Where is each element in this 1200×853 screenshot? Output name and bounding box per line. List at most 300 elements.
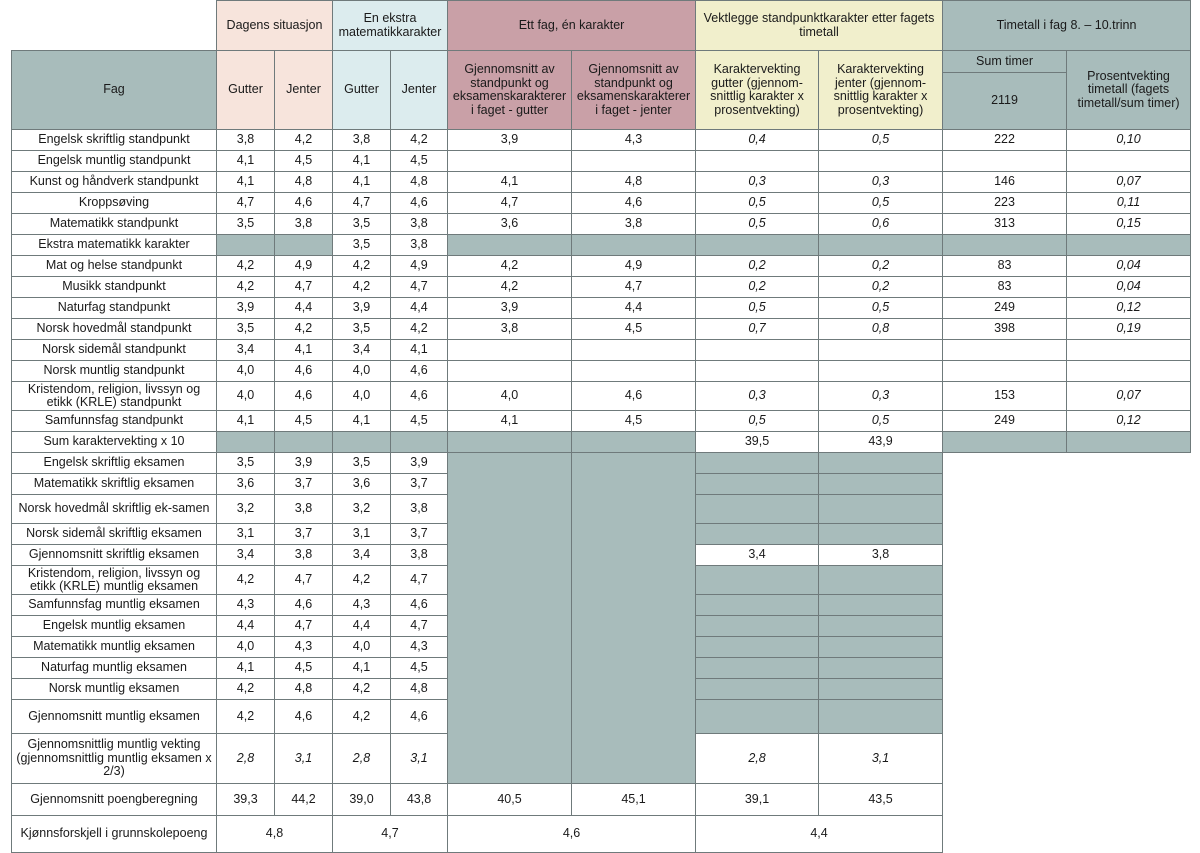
table-cell: 3,8	[391, 545, 448, 566]
row-label: Samfunnsfag standpunkt	[12, 411, 217, 432]
table-row	[12, 298, 1191, 319]
table-cell	[696, 361, 819, 382]
table-cell: 4,4	[391, 298, 448, 319]
table-cell	[572, 235, 696, 256]
col-prosentvekting: Prosentvekting timetall (fagets timetall/sum timer)	[1067, 51, 1191, 130]
table-row	[12, 411, 1191, 432]
table-cell: 4,0	[217, 637, 275, 658]
table-cell: 4,0	[217, 361, 275, 382]
table-cell: 249	[943, 298, 1067, 319]
table-cell: 3,1	[275, 734, 333, 784]
table-cell: 0,07	[1067, 172, 1191, 193]
table-cell: 4,6	[275, 361, 333, 382]
table-cell: 4,7	[275, 566, 333, 595]
table-cell: 0,5	[819, 193, 943, 214]
table-cell: 3,4	[217, 545, 275, 566]
table-cell: 3,5	[217, 453, 275, 474]
table-cell: 3,2	[217, 495, 275, 524]
table-cell: 4,0	[333, 382, 391, 411]
row-label: Sum karaktervekting x 10	[12, 432, 217, 453]
table-cell: 3,8	[391, 495, 448, 524]
sum-timer-value: 2119	[943, 73, 1067, 130]
table-cell: 3,8	[275, 495, 333, 524]
table-cell: 3,1	[819, 734, 943, 784]
table-cell: 4,2	[333, 256, 391, 277]
table-cell	[696, 474, 819, 495]
table-cell: 4,3	[217, 595, 275, 616]
table-cell	[696, 453, 819, 474]
group-dagens-situasjon: Dagens situasjon	[217, 1, 333, 51]
table-cell	[333, 432, 391, 453]
col-vek-gutter: Karaktervekting gutter (gjennom-snittlig karakter x prosentvekting)	[696, 51, 819, 130]
table-cell: 0,10	[1067, 130, 1191, 151]
table-cell	[448, 432, 572, 453]
row-label: Gjennomsnittlig muntlig vekting (gjennomsnittlig muntlig eksamen x 2/3)	[12, 734, 217, 784]
table-cell: 4,7	[217, 193, 275, 214]
row-label: Naturfag standpunkt	[12, 298, 217, 319]
table-cell: 4,1	[217, 658, 275, 679]
table-cell: 3,8	[819, 545, 943, 566]
table-cell: 4,7	[333, 193, 391, 214]
table-cell: 3,1	[217, 524, 275, 545]
table-cell	[391, 432, 448, 453]
gender-gap-vektlegge: 4,4	[696, 816, 943, 853]
table-cell: 0,5	[819, 411, 943, 432]
table-row	[12, 432, 1191, 453]
table-body	[12, 130, 1191, 853]
table-cell: 146	[943, 172, 1067, 193]
row-label: Norsk muntlig eksamen	[12, 679, 217, 700]
row-label: Kunst og håndverk standpunkt	[12, 172, 217, 193]
row-label: Norsk hovedmål skriftlig ek-samen	[12, 495, 217, 524]
table-cell: 4,4	[275, 298, 333, 319]
table-row	[12, 235, 1191, 256]
table-cell: 3,4	[217, 340, 275, 361]
table-cell: 0,4	[696, 130, 819, 151]
table-cell: 4,4	[217, 616, 275, 637]
group-ett-fag: Ett fag, én karakter	[448, 1, 696, 51]
table-cell: 3,5	[333, 214, 391, 235]
table-cell: 3,5	[217, 319, 275, 340]
table-cell	[696, 595, 819, 616]
table-cell	[275, 235, 333, 256]
table-row	[12, 319, 1191, 340]
table-cell	[819, 616, 943, 637]
table-cell: 4,1	[217, 172, 275, 193]
table-cell: 4,8	[391, 679, 448, 700]
table-cell: 4,9	[572, 256, 696, 277]
table-cell: 3,8	[275, 545, 333, 566]
table-cell: 2,8	[333, 734, 391, 784]
row-label: Kjønnsforskjell i grunnskolepoeng	[12, 816, 217, 853]
row-label: Gjennomsnitt poengberegning	[12, 784, 217, 816]
table-cell: 39,1	[696, 784, 819, 816]
table-cell: 3,7	[391, 474, 448, 495]
table-cell: 39,3	[217, 784, 275, 816]
table-cell: 3,4	[696, 545, 819, 566]
row-label: Matematikk muntlig eksamen	[12, 637, 217, 658]
table-cell: 4,6	[391, 595, 448, 616]
gray-block	[448, 453, 572, 784]
gender-gap-dagens: 4,8	[217, 816, 333, 853]
table-cell: 4,5	[391, 411, 448, 432]
table-cell: 3,9	[448, 130, 572, 151]
table-cell: 0,3	[696, 172, 819, 193]
table-cell: 0,2	[819, 277, 943, 298]
table-cell	[448, 235, 572, 256]
table-cell: 4,9	[275, 256, 333, 277]
table-cell: 4,3	[391, 637, 448, 658]
table-cell: 0,2	[696, 277, 819, 298]
table-cell: 3,9	[333, 298, 391, 319]
table-cell: 4,2	[448, 277, 572, 298]
row-label: Norsk hovedmål standpunkt	[12, 319, 217, 340]
table-cell: 4,5	[275, 151, 333, 172]
table-cell: 3,6	[333, 474, 391, 495]
table-cell: 3,8	[448, 319, 572, 340]
table-cell: 3,9	[217, 298, 275, 319]
row-label: Gjennomsnitt muntlig eksamen	[12, 700, 217, 734]
table-cell: 3,7	[391, 524, 448, 545]
table-cell: 83	[943, 277, 1067, 298]
table-cell	[1067, 235, 1191, 256]
table-cell: 3,8	[217, 130, 275, 151]
table-cell	[217, 432, 275, 453]
col-dagens-gutter: Gutter	[217, 51, 275, 130]
table-cell: 4,8	[275, 679, 333, 700]
table-cell: 4,6	[275, 382, 333, 411]
table-cell: 3,4	[333, 545, 391, 566]
table-cell: 4,7	[391, 616, 448, 637]
col-ekstra-gutter: Gutter	[333, 51, 391, 130]
table-cell: 0,07	[1067, 382, 1191, 411]
row-label: Norsk muntlig standpunkt	[12, 361, 217, 382]
table-cell: 0,04	[1067, 256, 1191, 277]
row-label: Kristendom, religion, livssyn og etikk (KRLE) muntlig eksamen	[12, 566, 217, 595]
table-cell	[572, 432, 696, 453]
row-label: Matematikk standpunkt	[12, 214, 217, 235]
table-cell: 2,8	[696, 734, 819, 784]
table-cell: 4,1	[448, 411, 572, 432]
table-cell	[819, 474, 943, 495]
table-cell: 4,1	[448, 172, 572, 193]
table-cell	[819, 637, 943, 658]
table-cell: 3,7	[275, 524, 333, 545]
table-cell	[217, 235, 275, 256]
table-cell: 0,04	[1067, 277, 1191, 298]
table-cell: 4,7	[448, 193, 572, 214]
table-cell: 0,5	[819, 298, 943, 319]
table-cell: 4,2	[333, 679, 391, 700]
table-cell	[819, 595, 943, 616]
table-cell	[1067, 151, 1191, 172]
gender-gap-ett-fag: 4,6	[448, 816, 696, 853]
col-vek-jenter: Karaktervekting jenter (gjennom-snittlig karakter x prosentvekting)	[819, 51, 943, 130]
row-label: Kroppsøving	[12, 193, 217, 214]
header-blank	[12, 1, 217, 51]
table-cell	[448, 340, 572, 361]
table-cell	[819, 361, 943, 382]
table-cell: 3,5	[217, 214, 275, 235]
table-cell: 4,1	[217, 411, 275, 432]
table-cell: 4,7	[275, 277, 333, 298]
table-cell	[696, 637, 819, 658]
table-cell	[1067, 340, 1191, 361]
table-cell: 4,2	[448, 256, 572, 277]
table-cell	[572, 340, 696, 361]
table-cell: 222	[943, 130, 1067, 151]
table-cell: 43,9	[819, 432, 943, 453]
table-cell: 153	[943, 382, 1067, 411]
table-cell: 4,7	[391, 277, 448, 298]
table-cell: 4,8	[275, 172, 333, 193]
row-label: Engelsk muntlig eksamen	[12, 616, 217, 637]
table-cell: 3,9	[391, 453, 448, 474]
grade-weighting-table	[11, 0, 1191, 853]
table-cell: 4,0	[217, 382, 275, 411]
table-cell	[943, 361, 1067, 382]
table-cell: 39,5	[696, 432, 819, 453]
table-cell: 4,1	[217, 151, 275, 172]
table-cell	[572, 361, 696, 382]
table-cell: 4,5	[391, 151, 448, 172]
table-cell: 249	[943, 411, 1067, 432]
row-label: Engelsk skriftlig standpunkt	[12, 130, 217, 151]
table-cell: 4,3	[275, 637, 333, 658]
table-cell: 3,1	[333, 524, 391, 545]
table-cell	[696, 679, 819, 700]
table-cell: 0,6	[819, 214, 943, 235]
table-cell: 4,4	[572, 298, 696, 319]
table-cell: 3,9	[448, 298, 572, 319]
empty-area	[943, 453, 1191, 853]
table-cell: 0,15	[1067, 214, 1191, 235]
table-cell	[696, 658, 819, 679]
table-cell	[696, 340, 819, 361]
table-cell: 3,8	[572, 214, 696, 235]
col-ekstra-jenter: Jenter	[391, 51, 448, 130]
group-vektlegge: Vektlegge standpunktkarakter etter fagets timetall	[696, 1, 943, 51]
table-cell	[819, 151, 943, 172]
table-cell: 4,2	[217, 277, 275, 298]
table-row	[12, 382, 1191, 411]
table-cell	[696, 616, 819, 637]
table-cell: 4,6	[275, 193, 333, 214]
table-cell: 83	[943, 256, 1067, 277]
table-cell: 3,5	[333, 453, 391, 474]
table-cell	[1067, 432, 1191, 453]
table-cell	[819, 340, 943, 361]
table-cell	[943, 235, 1067, 256]
table-cell	[819, 566, 943, 595]
table-cell: 3,8	[391, 214, 448, 235]
table-cell	[819, 658, 943, 679]
table-cell: 3,5	[333, 319, 391, 340]
table-row	[12, 277, 1191, 298]
table-cell: 0,8	[819, 319, 943, 340]
table-cell	[819, 700, 943, 734]
table-cell: 4,2	[333, 277, 391, 298]
table-cell: 3,5	[333, 235, 391, 256]
row-label: Samfunnsfag muntlig eksamen	[12, 595, 217, 616]
table-cell: 4,1	[275, 340, 333, 361]
table-cell	[696, 151, 819, 172]
table-cell	[696, 235, 819, 256]
table-cell: 4,7	[572, 277, 696, 298]
table-cell	[572, 151, 696, 172]
table-cell: 4,2	[333, 700, 391, 734]
table-cell: 3,6	[217, 474, 275, 495]
table-cell: 0,3	[819, 382, 943, 411]
table-cell: 4,5	[275, 658, 333, 679]
gray-block	[572, 453, 696, 784]
table-row	[12, 214, 1191, 235]
table-cell: 4,6	[391, 700, 448, 734]
row-label: Naturfag muntlig eksamen	[12, 658, 217, 679]
table-cell: 3,8	[333, 130, 391, 151]
table-cell: 4,5	[391, 658, 448, 679]
table-cell	[275, 432, 333, 453]
table-cell: 4,2	[217, 256, 275, 277]
table-cell: 4,0	[333, 361, 391, 382]
table-cell	[1067, 361, 1191, 382]
table-cell: 40,5	[448, 784, 572, 816]
table-cell: 4,6	[572, 193, 696, 214]
group-ekstra-matematikk: En ekstra matematikkarakter	[333, 1, 448, 51]
table-cell: 4,5	[572, 319, 696, 340]
table-row	[12, 256, 1191, 277]
table-cell	[943, 151, 1067, 172]
table-cell: 0,3	[696, 382, 819, 411]
table-cell: 44,2	[275, 784, 333, 816]
table-cell	[696, 495, 819, 524]
table-cell: 4,7	[275, 616, 333, 637]
table-cell: 3,6	[448, 214, 572, 235]
table-cell: 4,6	[572, 382, 696, 411]
table-cell: 0,2	[696, 256, 819, 277]
row-label: Kristendom, religion, livssyn og etikk (KRLE) standpunkt	[12, 382, 217, 411]
table-row	[12, 361, 1191, 382]
row-label: Musikk standpunkt	[12, 277, 217, 298]
row-label: Norsk sidemål standpunkt	[12, 340, 217, 361]
table-cell: 4,1	[333, 172, 391, 193]
col-ett-jenter: Gjennomsnitt av standpunkt og eksamenskarakterer i faget - jenter	[572, 51, 696, 130]
table-cell: 4,0	[333, 637, 391, 658]
table-cell	[819, 524, 943, 545]
table-cell: 4,3	[572, 130, 696, 151]
table-cell: 4,6	[391, 193, 448, 214]
table-cell: 0,12	[1067, 411, 1191, 432]
table-cell: 4,5	[572, 411, 696, 432]
table-cell: 4,6	[391, 382, 448, 411]
table-cell: 43,8	[391, 784, 448, 816]
table-cell: 4,2	[217, 679, 275, 700]
table-cell: 4,6	[391, 361, 448, 382]
table-cell: 0,11	[1067, 193, 1191, 214]
table-cell: 4,2	[217, 566, 275, 595]
table-cell: 4,2	[275, 130, 333, 151]
table-cell: 4,5	[275, 411, 333, 432]
row-label: Norsk sidemål skriftlig eksamen	[12, 524, 217, 545]
row-label: Mat og helse standpunkt	[12, 256, 217, 277]
table-cell: 0,5	[696, 214, 819, 235]
table-cell: 45,1	[572, 784, 696, 816]
table-cell	[448, 361, 572, 382]
table-cell: 4,1	[391, 340, 448, 361]
table-row	[12, 151, 1191, 172]
table-cell	[448, 151, 572, 172]
table-cell	[696, 566, 819, 595]
table-cell	[819, 453, 943, 474]
row-label: Ekstra matematikk karakter	[12, 235, 217, 256]
table-cell: 4,1	[333, 411, 391, 432]
table-cell	[943, 432, 1067, 453]
table-row	[12, 453, 1191, 474]
table-row	[12, 172, 1191, 193]
table-cell: 2,8	[217, 734, 275, 784]
table-row	[12, 193, 1191, 214]
table-cell: 0,2	[819, 256, 943, 277]
column-fag: Fag	[12, 51, 217, 130]
table-cell: 3,9	[275, 453, 333, 474]
table-cell: 4,4	[333, 616, 391, 637]
col-ett-gutter: Gjennomsnitt av standpunkt og eksamenskarakterer i faget - gutter	[448, 51, 572, 130]
table-cell	[819, 235, 943, 256]
table-cell: 3,7	[275, 474, 333, 495]
table-row	[12, 130, 1191, 151]
table-cell: 0,19	[1067, 319, 1191, 340]
col-sum-timer: Sum timer	[943, 51, 1067, 73]
row-label: Matematikk skriftlig eksamen	[12, 474, 217, 495]
table-cell: 4,2	[217, 700, 275, 734]
table-cell: 0,3	[819, 172, 943, 193]
table-cell: 398	[943, 319, 1067, 340]
row-label: Engelsk muntlig standpunkt	[12, 151, 217, 172]
table-cell: 3,8	[275, 214, 333, 235]
gender-gap-ekstra: 4,7	[333, 816, 448, 853]
table-cell: 39,0	[333, 784, 391, 816]
table-cell: 4,3	[333, 595, 391, 616]
table-cell: 4,9	[391, 256, 448, 277]
table-cell: 4,2	[275, 319, 333, 340]
table-cell: 4,8	[572, 172, 696, 193]
table-cell: 3,2	[333, 495, 391, 524]
table-cell: 313	[943, 214, 1067, 235]
table-cell: 4,1	[333, 151, 391, 172]
table-cell: 4,0	[448, 382, 572, 411]
table-cell	[819, 495, 943, 524]
col-dagens-jenter: Jenter	[275, 51, 333, 130]
table-cell: 3,4	[333, 340, 391, 361]
table-cell: 4,8	[391, 172, 448, 193]
table-cell: 4,6	[275, 595, 333, 616]
table-cell: 4,2	[391, 319, 448, 340]
table-cell: 4,2	[391, 130, 448, 151]
table-cell: 3,8	[391, 235, 448, 256]
table-cell: 4,1	[333, 658, 391, 679]
table-cell	[696, 524, 819, 545]
table-cell: 0,5	[696, 193, 819, 214]
table-cell: 0,5	[696, 298, 819, 319]
group-timetall: Timetall i fag 8. – 10.trinn	[943, 1, 1191, 51]
table-cell: 3,1	[391, 734, 448, 784]
table-cell: 0,7	[696, 319, 819, 340]
table-cell: 43,5	[819, 784, 943, 816]
table-cell	[696, 700, 819, 734]
table-cell	[819, 679, 943, 700]
table-cell: 0,5	[819, 130, 943, 151]
table-cell	[943, 340, 1067, 361]
